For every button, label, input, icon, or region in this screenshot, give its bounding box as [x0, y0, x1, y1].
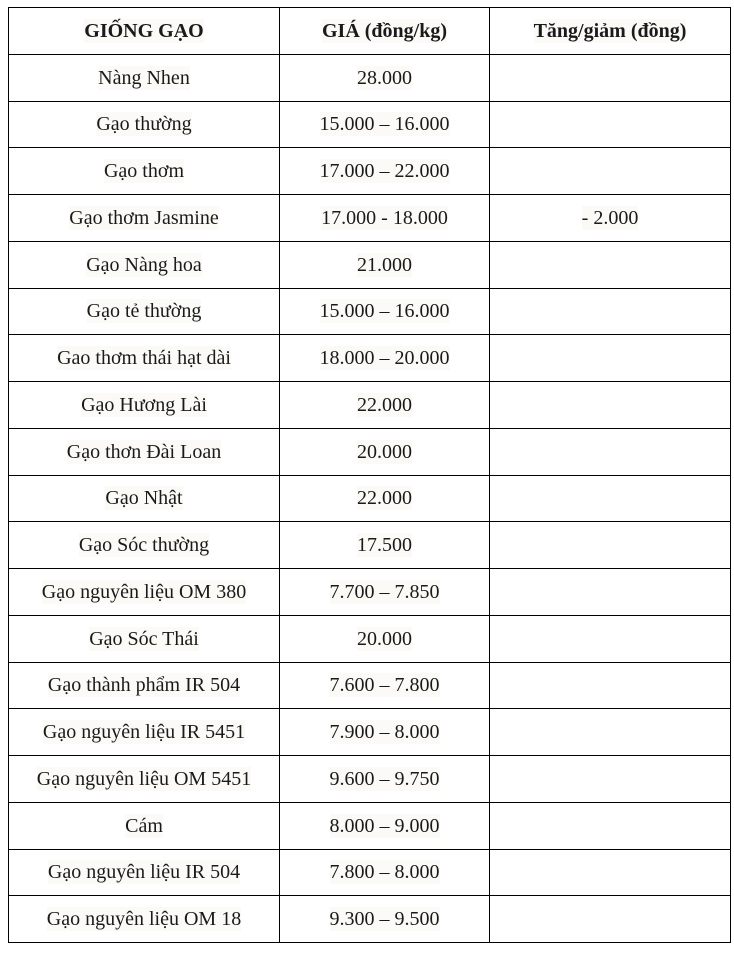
table-row: [9, 288, 731, 335]
variety-text: Gạo Nàng hoa: [86, 253, 202, 276]
table-row: [9, 849, 731, 896]
table-row: [9, 241, 731, 288]
table-row: [9, 662, 731, 709]
table-row: [9, 475, 731, 522]
cell-variety: [9, 896, 280, 943]
price-text: 7.600 – 7.800: [329, 674, 440, 697]
cell-price: [280, 756, 490, 803]
cell-change: [490, 522, 731, 569]
variety-text: Gạo nguyên liệu OM 5451: [36, 767, 252, 790]
cell-variety: [9, 195, 280, 242]
cell-price: [280, 615, 490, 662]
variety-text: Nàng Nhen: [98, 66, 190, 89]
cell-variety: [9, 335, 280, 382]
header-change: Tăng/giảm (đồng): [490, 8, 731, 55]
table-row: [9, 148, 731, 195]
variety-text: Gạo tẻ thường: [86, 300, 202, 323]
cell-variety: [9, 615, 280, 662]
cell-variety: [9, 522, 280, 569]
variety-text: Gạo Sóc Thái: [89, 627, 199, 650]
cell-change: [490, 756, 731, 803]
cell-price: [280, 195, 490, 242]
cell-change: [490, 709, 731, 756]
table-row: [9, 101, 731, 148]
price-text: 22.000: [357, 393, 412, 416]
cell-change: [490, 849, 731, 896]
cell-change: [490, 148, 731, 195]
cell-variety: [9, 428, 280, 475]
variety-text: Cám: [125, 814, 163, 837]
cell-variety: [9, 802, 280, 849]
table-row: [9, 428, 731, 475]
cell-change: [490, 195, 731, 242]
cell-change: [490, 662, 731, 709]
price-text: 15.000 – 16.000: [319, 300, 450, 323]
cell-change: [490, 335, 731, 382]
cell-variety: [9, 662, 280, 709]
cell-price: [280, 802, 490, 849]
cell-price: [280, 101, 490, 148]
cell-variety: [9, 101, 280, 148]
table-row: [9, 615, 731, 662]
price-text: 7.800 – 8.000: [329, 861, 440, 884]
cell-price: [280, 54, 490, 101]
variety-text: Gạo nguyên liệu OM 380: [41, 580, 247, 603]
cell-variety: [9, 148, 280, 195]
cell-price: [280, 148, 490, 195]
cell-change: [490, 802, 731, 849]
cell-change: [490, 382, 731, 429]
table-row: [9, 54, 731, 101]
cell-price: [280, 382, 490, 429]
cell-price: [280, 335, 490, 382]
price-text: 28.000: [357, 66, 412, 89]
cell-price: [280, 288, 490, 335]
cell-variety: [9, 382, 280, 429]
change-text: - 2.000: [581, 206, 639, 229]
table-row: [9, 522, 731, 569]
cell-price: [280, 849, 490, 896]
cell-variety: [9, 475, 280, 522]
variety-text: Gạo nguyên liệu IR 504: [47, 861, 241, 884]
variety-text: Gạo thơm: [103, 160, 184, 183]
cell-change: [490, 288, 731, 335]
variety-text: Gạo nguyên liệu IR 5451: [42, 721, 246, 744]
cell-change: [490, 54, 731, 101]
table-row: [9, 756, 731, 803]
table-row: [9, 335, 731, 382]
cell-price: [280, 709, 490, 756]
price-text: 7.900 – 8.000: [329, 721, 440, 744]
cell-price: [280, 896, 490, 943]
cell-price: [280, 428, 490, 475]
table-row: [9, 195, 731, 242]
cell-change: [490, 428, 731, 475]
price-text: 17.000 – 22.000: [319, 160, 450, 183]
rice-price-table: [8, 7, 731, 943]
cell-variety: [9, 288, 280, 335]
table-header-row: [9, 8, 731, 55]
table-row: [9, 382, 731, 429]
cell-variety: [9, 756, 280, 803]
header-variety: GIỐNG GẠO: [9, 8, 280, 55]
price-text: 21.000: [357, 253, 412, 276]
price-text: 20.000: [357, 627, 412, 650]
cell-variety: [9, 709, 280, 756]
cell-variety: [9, 241, 280, 288]
header-price: GIÁ (đồng/kg): [280, 8, 490, 55]
cell-variety: [9, 54, 280, 101]
variety-text: Gạo Hương Lài: [81, 393, 207, 416]
variety-text: Gạo Nhật: [105, 487, 183, 510]
table-row: [9, 569, 731, 616]
variety-text: Gạo thường: [96, 113, 192, 136]
cell-variety: [9, 849, 280, 896]
table-row: [9, 709, 731, 756]
cell-change: [490, 101, 731, 148]
variety-text: Gạo thành phẩm IR 504: [47, 674, 241, 697]
variety-text: Gạo nguyên liệu OM 18: [46, 908, 242, 931]
cell-price: [280, 241, 490, 288]
price-text: 15.000 – 16.000: [319, 113, 450, 136]
table-row: [9, 896, 731, 943]
cell-change: [490, 241, 731, 288]
cell-price: [280, 475, 490, 522]
price-text: 17.500: [357, 534, 412, 557]
price-text: 7.700 – 7.850: [329, 580, 440, 603]
price-text: 18.000 – 20.000: [319, 347, 450, 370]
cell-price: [280, 569, 490, 616]
price-text: 9.600 – 9.750: [329, 767, 440, 790]
cell-variety: [9, 569, 280, 616]
table-row: [9, 802, 731, 849]
cell-change: [490, 569, 731, 616]
table-body: [9, 54, 731, 942]
cell-change: [490, 475, 731, 522]
cell-change: [490, 615, 731, 662]
price-text: 20.000: [357, 440, 412, 463]
cell-change: [490, 896, 731, 943]
price-text: 17.000 - 18.000: [321, 206, 448, 229]
price-text: 8.000 – 9.000: [329, 814, 440, 837]
cell-price: [280, 662, 490, 709]
variety-text: Gao thơm thái hạt dài: [57, 347, 231, 370]
cell-price: [280, 522, 490, 569]
price-text: 9.300 – 9.500: [329, 908, 440, 931]
price-text: 22.000: [357, 487, 412, 510]
variety-text: Gạo thơm Jasmine: [69, 206, 219, 229]
variety-text: Gạo Sóc thường: [78, 534, 210, 557]
variety-text: Gạo thơn Đài Loan: [66, 440, 222, 463]
